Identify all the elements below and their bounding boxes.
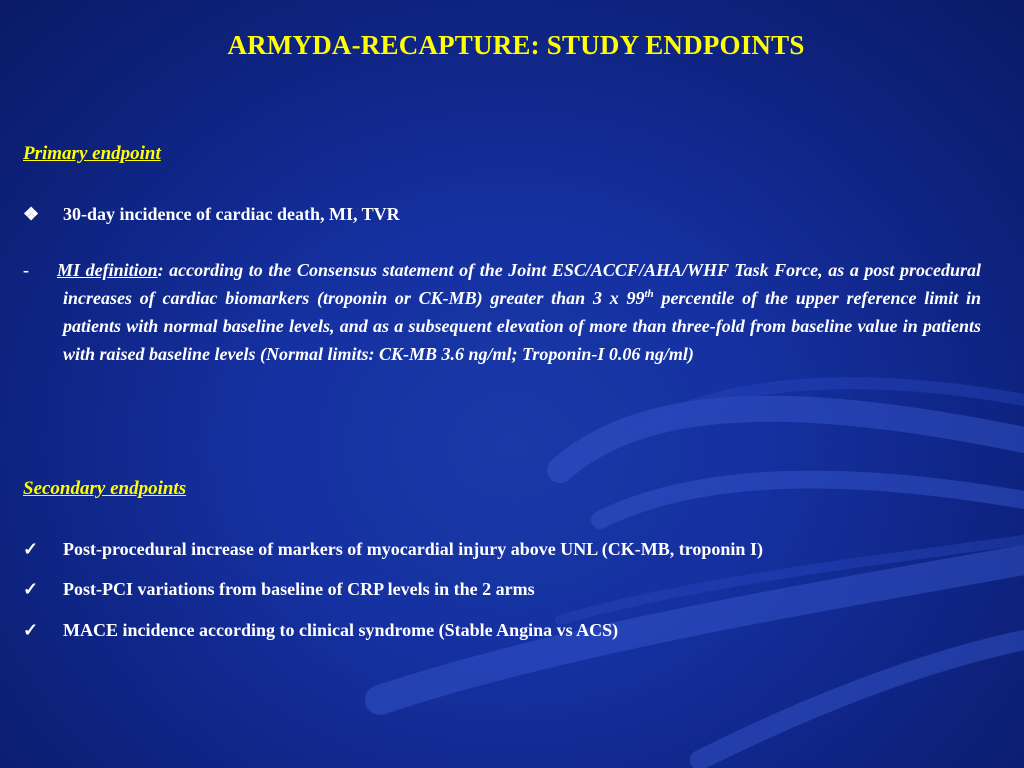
primary-endpoint-heading: Primary endpoint — [23, 143, 161, 164]
secondary-endpoint-item — [23, 620, 618, 641]
dash-bullet: - — [23, 260, 29, 280]
mi-definition-body-1: : according to the Consensus statement of the Joint ESC/ACCF/AHA/WHF Task Force, as a post procedural increases of cardiac biomarkers (troponin or CK-MB) greater than 3 x 99 — [63, 260, 981, 308]
checkmark-icon: ✓ — [23, 620, 39, 640]
mi-definition-superscript: th — [644, 288, 654, 300]
mi-definition-paragraph — [23, 256, 981, 368]
mi-definition-term: MI definition — [57, 260, 158, 280]
primary-endpoint-item — [23, 204, 400, 225]
diamond-bullet-icon: ❖ — [23, 204, 40, 224]
secondary-endpoint-text: Post-PCI variations from baseline of CRP levels in the 2 arms — [63, 579, 535, 599]
slide-title: ARMYDA-RECAPTURE: STUDY ENDPOINTS — [227, 30, 805, 60]
mi-definition-text — [57, 256, 982, 368]
secondary-endpoint-item — [23, 579, 535, 600]
mi-definition-body-2: percentile of the upper reference limit in patients with normal baseline levels, and as a subsequent elevation of more than three-fold from baseline value in patients with raised baseline levels (Normal limits: CK-MB 3.6 ng/ml; Troponin-I 0.06 ng/ml) — [63, 288, 982, 364]
primary-endpoint-text: 30-day incidence of cardiac death, MI, TVR — [63, 204, 400, 224]
checkmark-icon: ✓ — [23, 539, 39, 559]
checkmark-icon: ✓ — [23, 579, 39, 599]
secondary-endpoint-item — [23, 539, 763, 560]
secondary-endpoint-text: MACE incidence according to clinical syndrome (Stable Angina vs ACS) — [63, 620, 619, 640]
secondary-endpoint-text: Post-procedural increase of markers of myocardial injury above UNL (CK-MB, troponin I) — [63, 539, 763, 559]
secondary-endpoints-heading: Secondary endpoints — [23, 478, 187, 499]
